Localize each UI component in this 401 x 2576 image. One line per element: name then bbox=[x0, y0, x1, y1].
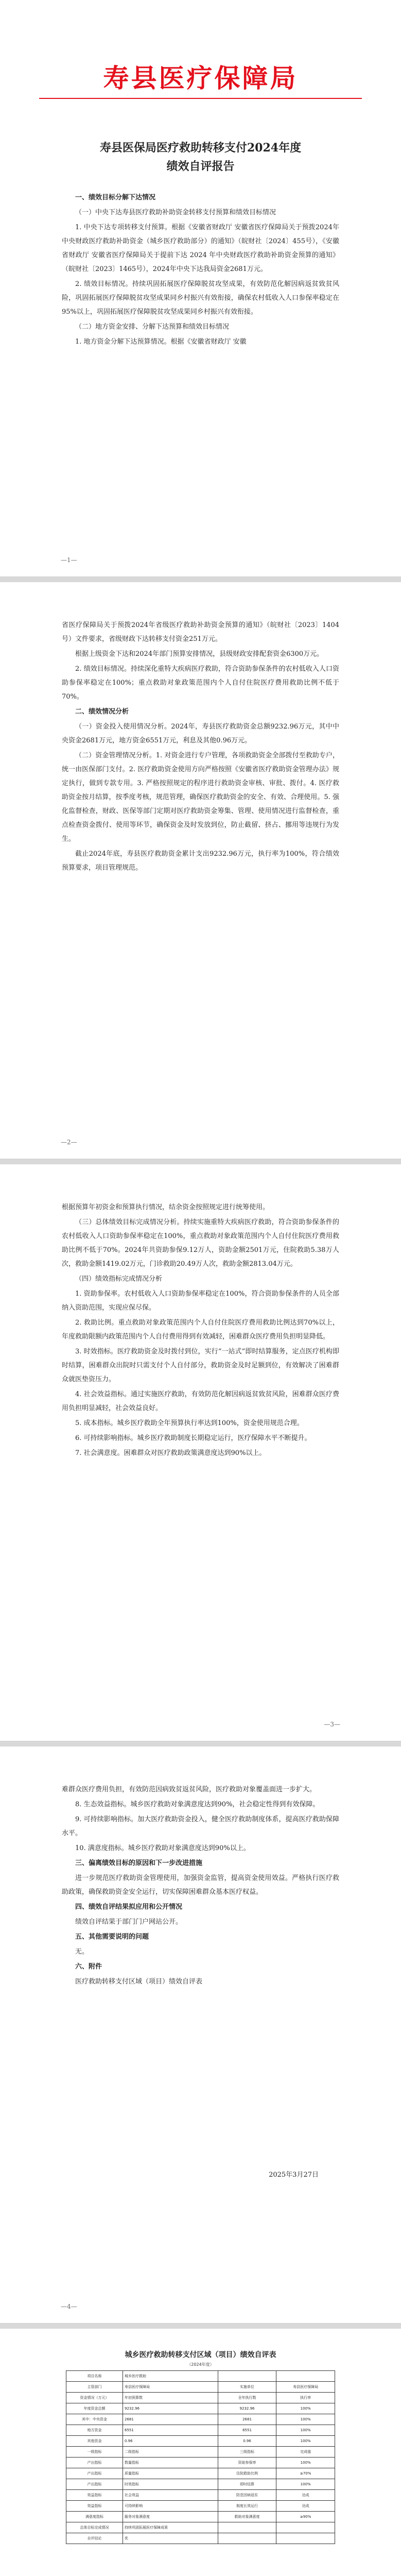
letterhead-rule bbox=[39, 98, 362, 99]
letterhead-title: 寿县医疗保障局 bbox=[103, 63, 298, 93]
table-cell: 项目名称 bbox=[66, 2371, 123, 2382]
date-line: 2025年3月27日 bbox=[269, 2171, 319, 2179]
table-cell: 实施单位 bbox=[218, 2382, 276, 2393]
table-cell: 0.96 bbox=[123, 2436, 218, 2447]
section-heading: 六、附件 bbox=[75, 1963, 102, 1971]
body-paragraph: （一）资金投入使用情况分析。2024年，寿县医疗救助资金总额9232.96万元，其中中央资金2681万元，地方资金6551万元，利息及其他0.96万元。 bbox=[62, 723, 339, 744]
body-paragraph: 1. 中央下达专项转移支付预算。根据《安徽省财政厅 安徽省医疗保障局关于预拨2024年中央财政医疗救助补助资金（城乡医疗救助部分）的通知》（皖财社〔2024〕455号），《安徽省财政厅 安徽省医疗保障局关于提前下达 2024 年中央财政医疗救助补助资金预算的通知》（皖财社〔2023〕1465号），2024年中央下达我局资金2681万元。 bbox=[62, 224, 339, 273]
body-paragraph: 进一步规范医疗救助资金管理使用，加强资金监管，提高资金使用效益。严格执行医疗救助政策，确保救助资金安全运行，切实保障困难群众基本医疗权益。 bbox=[62, 1874, 339, 1896]
page-number: —3— bbox=[324, 1721, 340, 1728]
page-1-body bbox=[62, 191, 339, 350]
table-cell: 2681 bbox=[218, 2414, 276, 2425]
table-cell: 9232.96 bbox=[123, 2403, 218, 2414]
table-cell: 100% bbox=[276, 2479, 335, 2490]
body-paragraph: 9. 可持续影响指标。加大医疗救助资金投入，健全医疗救助制度体系，提高医疗救助保障水平。 bbox=[62, 1816, 339, 1837]
body-paragraph: 5. 成本指标。城乡医疗救助全年预算执行率达到100%，资金使用规范合理。 bbox=[75, 1419, 304, 1427]
table-cell: 产出指标 bbox=[66, 2458, 123, 2468]
table-row bbox=[66, 2512, 335, 2522]
table-cell: 地方资金 bbox=[66, 2425, 123, 2436]
table-cell: 效益指标 bbox=[66, 2501, 123, 2512]
table-title: 城乡医疗救助转移支付区域（项目）绩效自评表 bbox=[125, 2351, 276, 2359]
table-cell: 达成 bbox=[276, 2490, 335, 2501]
table-cell: 9232.96 bbox=[218, 2403, 276, 2414]
body-paragraph: 根据预算年初资金和预算执行情况，结余资金按照规定进行统筹使用。 bbox=[62, 1204, 270, 1211]
page-1 bbox=[0, 0, 401, 577]
page-4-body bbox=[62, 1783, 339, 1990]
table-cell: 即时结算 bbox=[218, 2479, 276, 2490]
table-cell: 主管部门 bbox=[66, 2382, 123, 2393]
section-heading: 四、绩效自评结果拟应用和公开情况 bbox=[75, 1903, 183, 1911]
table-cell: 达成 bbox=[276, 2501, 335, 2512]
page-4 bbox=[0, 1747, 401, 2324]
table-cell: ≥70% bbox=[276, 2468, 335, 2479]
table-cell: 完成值 bbox=[276, 2447, 335, 2458]
table-cell bbox=[218, 2371, 276, 2382]
table-cell: 数量指标 bbox=[123, 2458, 218, 2468]
table-row bbox=[66, 2468, 335, 2479]
table-row bbox=[66, 2393, 335, 2403]
body-paragraph: 截止2024年底，寿县医疗救助资金累计支出9232.96万元，执行率为100%，符合绩效预算要求，项目管理规范。 bbox=[62, 850, 339, 872]
body-paragraph: （三）总体绩效目标完成情况分析。持续实施重特大疾病医疗救助，符合资助参保条件的农村低收入人口资助参保率稳定在100%，重点救助对象政策范围内个人自付住院医疗费用救助比例不低于70%。2024年共资助参保9.12万人，资助金额2501万元，住院救助5.38万人次，救助金额1419.02万元，门诊救助20.49万人次，救助金额2813.04万元。 bbox=[62, 1218, 339, 1268]
table-row bbox=[66, 2490, 335, 2501]
section-heading: 二、绩效情况分析 bbox=[75, 708, 129, 716]
body-paragraph: 绩效自评结果于部门门户网站公开。 bbox=[75, 1918, 183, 1926]
table-cell: 100% bbox=[276, 2425, 335, 2436]
table-cell: 寿县医疗保障局 bbox=[123, 2382, 218, 2393]
table-row bbox=[66, 2403, 335, 2414]
page-2-body bbox=[62, 618, 339, 876]
table-cell: 100% bbox=[276, 2414, 335, 2425]
table-cell: 6551 bbox=[218, 2425, 276, 2436]
table-cell bbox=[276, 2371, 335, 2382]
table-cell: 0.96 bbox=[218, 2436, 276, 2447]
table-row bbox=[66, 2533, 335, 2544]
table-row bbox=[66, 2371, 335, 2382]
table-cell: 社会效益 bbox=[123, 2490, 218, 2501]
section-heading: 三、偏离绩效目标的原因和下一步改进措施 bbox=[75, 1859, 203, 1867]
page-number: —4— bbox=[61, 2303, 77, 2310]
report-title-line-1: 寿县医保局医疗救助转移支付2024年度 bbox=[99, 141, 302, 155]
table-cell: 资助参保率 bbox=[218, 2458, 276, 2468]
page-number: —1— bbox=[61, 556, 77, 564]
table-row bbox=[66, 2436, 335, 2447]
table-cell: 救助对象满意度 bbox=[218, 2512, 276, 2522]
body-paragraph: 8. 生态效益指标。城乡医疗救助对象满意度达到90%，社会稳定性得到有效保障。 bbox=[75, 1801, 320, 1808]
body-paragraph: （一）中央下达寿县医疗救助补助资金转移支付预算和绩效目标情况 bbox=[75, 209, 276, 216]
table-cell: 年初预算数 bbox=[123, 2393, 218, 2403]
table-cell: 质量指标 bbox=[123, 2468, 218, 2479]
table-cell: 资金情况（万元） bbox=[66, 2393, 123, 2403]
section-heading: 五、其他需要说明的问题 bbox=[75, 1933, 149, 1941]
body-paragraph: （二）地方资金安排、分解下达预算和绩效目标情况 bbox=[75, 323, 230, 331]
body-paragraph: 10. 满意度指标。城乡医疗救助对象满意度达到90%以上。 bbox=[75, 1844, 250, 1852]
table-row bbox=[66, 2382, 335, 2393]
table-cell: 效益指标 bbox=[66, 2490, 123, 2501]
body-paragraph: 2. 绩效目标情况。持续深化重特大疾病医疗救助，符合资助参保条件的农村低收入人口资助参保率稳定在100%；重点救助对象政策范围内个人自付住院医疗费用救助比例不低于70%。 bbox=[62, 665, 339, 701]
table-row bbox=[66, 2414, 335, 2425]
body-paragraph: 3. 时效指标。医疗救助资金及时拨付到位，实行“一站式”即时结算服务，定点医疗机构即时结算，困难群众出院时只需支付个人自付部分，救助资金及时足额到位，有效解决了困难群众就医垫资压力。 bbox=[62, 1348, 339, 1383]
table-row bbox=[66, 2501, 335, 2512]
body-paragraph: 2. 绩效目标情况。持续巩固拓展医疗保障脱贫攻坚成果，有效防范化解因病返贫致贫风险，巩固拓展医疗保障脱贫攻坚成果同乡村振兴有效衔接，确保农村低收入人口参保率稳定在 95%以上，巩固拓展医疗保障脱贫攻坚成果同乡村振兴有效衔接。 bbox=[62, 280, 339, 316]
table-row bbox=[66, 2479, 335, 2490]
table-cell: 100% bbox=[276, 2403, 335, 2414]
table-cell: ≥90% bbox=[276, 2512, 335, 2522]
body-paragraph: 2. 救助比例。重点救助对象政策范围内个人自付住院医疗费用救助比例达到70%以上，年度救助限额内政策范围内个人自付费用得到有效减轻，困难群众医疗费用负担明显降低。 bbox=[62, 1319, 339, 1341]
self-evaluation-table-section bbox=[66, 2349, 335, 2544]
body-paragraph: 难群众医疗费用负担，有效防范因病致贫返贫风险，医疗救助对象覆盖面进一步扩大。 bbox=[62, 1786, 317, 1793]
self-evaluation-table bbox=[66, 2370, 335, 2544]
page-number: —2— bbox=[61, 1139, 77, 1146]
table-cell: 产出指标 bbox=[66, 2479, 123, 2490]
table-cell: 可持续影响 bbox=[123, 2501, 218, 2512]
page-3 bbox=[0, 1164, 401, 1741]
table-cell: 执行率 bbox=[276, 2393, 335, 2403]
table-cell: 防范因病返贫 bbox=[218, 2490, 276, 2501]
body-paragraph: 根据上级资金下达和2024年部门预算安排情况，县级财政安排配套资金6300万元。 bbox=[75, 650, 324, 658]
section-heading: 一、绩效目标分解下达情况 bbox=[75, 194, 156, 201]
table-cell: 其他资金 bbox=[66, 2436, 123, 2447]
table-cell: 全年执行数 bbox=[218, 2393, 276, 2403]
table-cell: 优 bbox=[123, 2533, 218, 2544]
table-row bbox=[66, 2458, 335, 2468]
table-cell: 总体目标完成情况 bbox=[66, 2522, 123, 2533]
page-2 bbox=[0, 582, 401, 1159]
table-cell: 产出指标 bbox=[66, 2468, 123, 2479]
table-cell bbox=[276, 2522, 335, 2533]
table-cell: 服务对象满意度 bbox=[123, 2512, 218, 2522]
table-row bbox=[66, 2425, 335, 2436]
table-cell: 城乡医疗救助 bbox=[123, 2371, 218, 2382]
table-cell: 二级指标 bbox=[123, 2447, 218, 2458]
body-paragraph: 省医疗保障局关于预拨2024年省级医疗救助补助资金预算的通知》（皖财社〔2023〕1404号）文件要求，省级财政下达转移支付资金251万元。 bbox=[62, 621, 339, 643]
table-cell: 6551 bbox=[123, 2425, 218, 2436]
table-cell: 住院救助比例 bbox=[218, 2468, 276, 2479]
table-cell: 年度资金总额 bbox=[66, 2403, 123, 2414]
body-paragraph: 7. 社会满意度。困难群众对医疗救助政策满意度达到90%以上。 bbox=[75, 1449, 266, 1457]
table-cell bbox=[276, 2533, 335, 2544]
table-row bbox=[66, 2522, 335, 2533]
table-subtitle: （2024年度） bbox=[187, 2362, 214, 2367]
table-cell: 自评结论 bbox=[66, 2533, 123, 2544]
table-cell: 三级指标 bbox=[218, 2447, 276, 2458]
table-cell: 持续巩固拓展医疗保障成果 bbox=[123, 2522, 218, 2533]
table-cell: 满意度指标 bbox=[66, 2512, 123, 2522]
body-paragraph: 医疗救助转移支付区域（项目）绩效自评表 bbox=[75, 1978, 203, 1986]
body-paragraph: 6. 可持续影响指标。城乡医疗救助制度长期稳定运行，医疗保障水平不断提升。 bbox=[75, 1434, 311, 1442]
table-cell: 2681 bbox=[123, 2414, 218, 2425]
report-title-line-2: 绩效自评报告 bbox=[166, 160, 235, 173]
table-row bbox=[66, 2447, 335, 2458]
body-paragraph: 1. 资助参保率。农村低收入人口资助参保率稳定在100%，符合资助参保条件的人员全部纳入资助范围，实现应保尽保。 bbox=[62, 1290, 339, 1312]
table-cell: 一级指标 bbox=[66, 2447, 123, 2458]
table-cell bbox=[218, 2522, 276, 2533]
table-cell: 寿县医疗保障局 bbox=[276, 2382, 335, 2393]
body-paragraph: 4. 社会效益指标。通过实施医疗救助，有效防范化解因病返贫致贫风险，困难群众医疗费用负担明显减轻，社会效益良好。 bbox=[62, 1391, 339, 1412]
body-paragraph: 1. 地方资金分解下达预算情况。根据《安徽省财政厅 安徽 bbox=[75, 338, 247, 346]
table-cell bbox=[218, 2533, 276, 2544]
table-cell: 时效指标 bbox=[123, 2479, 218, 2490]
table-cell: 其中：中央资金 bbox=[66, 2414, 123, 2425]
page-3-body bbox=[62, 1200, 339, 1461]
table-cell: 100% bbox=[276, 2458, 335, 2468]
body-paragraph: （二）资金管理情况分析。1. 对资金进行专户管理，各项救助资金全部拨付至救助专户，统一由医保部门支付。2. 医疗救助资金使用方向严格按照《安徽省医疗救助资金管理办法》规定执行，做到专款专用。3. 严格按照规定的程序进行救助资金审核、审批、拨付。4. 医疗救助资金按月结算，按季度考核，规范管理，确保医疗救助资金的安全、有效、合理使用。5. 强化监督检查，财政、医保等部门定期对医疗救助资金筹集、管理、使用情况进行监督检查，重点检查资金拨付、使用等环节，确保资金及时发放到位，防止截留、挤占、挪用等违规行为发生。 bbox=[62, 752, 339, 843]
body-paragraph: 无。 bbox=[75, 1948, 89, 1956]
body-paragraph: （四）绩效指标完成情况分析 bbox=[75, 1275, 163, 1283]
table-cell: 100% bbox=[276, 2436, 335, 2447]
table-cell: 制度长效运行 bbox=[218, 2501, 276, 2512]
page-5 bbox=[0, 2329, 401, 2576]
